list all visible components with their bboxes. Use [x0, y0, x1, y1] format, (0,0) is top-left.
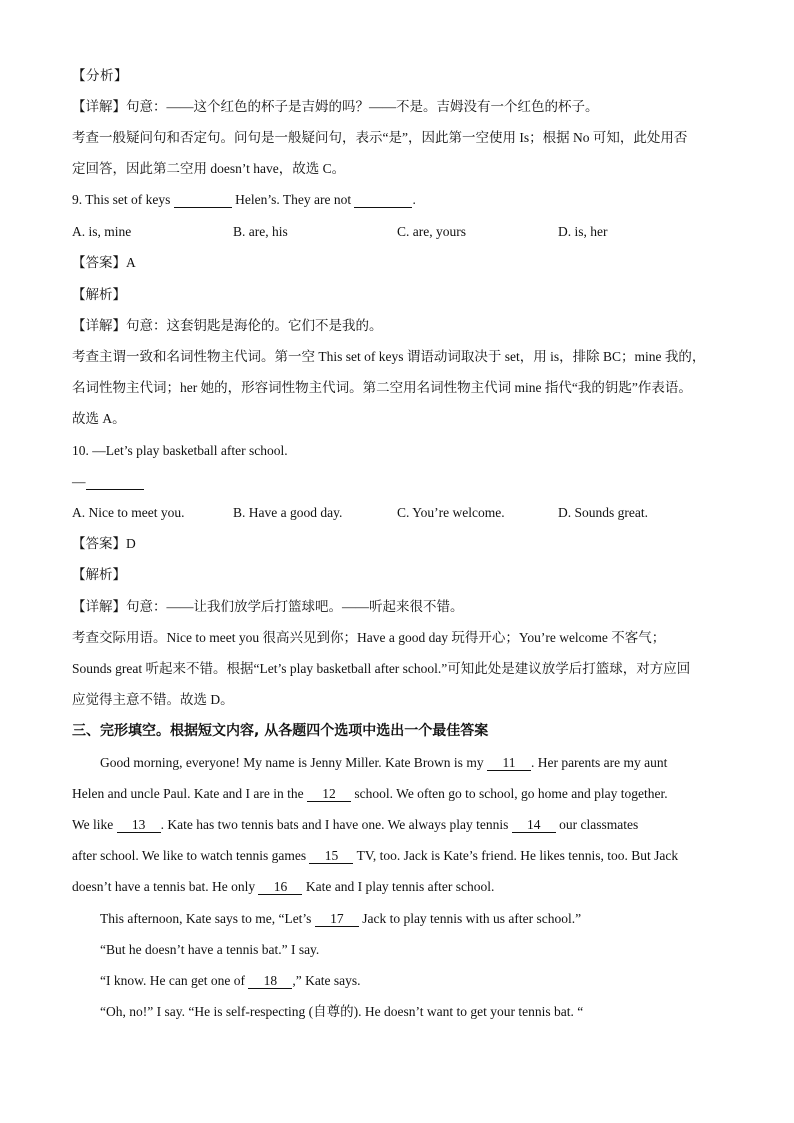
- blank-14: 14: [512, 817, 556, 833]
- blank-12: 12: [307, 786, 351, 802]
- q10-answer: 【答案】D: [72, 536, 136, 551]
- q8-detail-meaning: 【详解】句意：——这个红色的杯子是吉姆的吗？——不是。吉姆没有一个红色的杯子。: [72, 99, 599, 114]
- q9-stem-part-2: Helen’s. They are not: [235, 192, 352, 207]
- blank-18: 18: [248, 973, 292, 989]
- q9-detail-line-1: 考查主谓一致和名词性物主代词。第一空 This set of keys 谓语动词取决于 set，用 is，排除 BC；mine 我的，: [72, 349, 706, 364]
- q9-option-c: C. are, yours: [397, 224, 466, 239]
- passage-text: This afternoon, Kate says to me, “Let’s: [100, 911, 312, 926]
- q10-blank: [86, 474, 144, 490]
- q10-option-d: D. Sounds great.: [558, 505, 648, 520]
- q10-option-a: A. Nice to meet you.: [72, 505, 185, 520]
- passage-text: our classmates: [559, 817, 639, 832]
- passage-text: ,” Kate says.: [292, 973, 361, 988]
- q9-stem-part-3: .: [412, 192, 416, 207]
- q10-detail-line-1: 考查交际用语。Nice to meet you 很高兴见到你；Have a good day 玩得开心；You’re welcome 不客气；: [72, 630, 666, 645]
- passage-text: TV, too. Jack is Kate’s friend. He likes tennis, too. But Jack: [356, 848, 679, 863]
- passage-text: . Kate has two tennis bats and I have one. We always play tennis: [160, 817, 509, 832]
- q9-option-a: A. is, mine: [72, 224, 132, 239]
- passage-text: Helen and uncle Paul. Kate and I are in the: [72, 786, 304, 801]
- passage-text: We like: [72, 817, 114, 832]
- passage-text: Kate and I play tennis after school.: [305, 879, 495, 894]
- blank-13: 13: [117, 817, 161, 833]
- section-heading: 三、完形填空。根据短文内容, 从各题四个选项中选出一个最佳答案: [72, 723, 489, 739]
- passage-text: . Her parents are my aunt: [530, 755, 668, 770]
- q10-reply-dash: —: [72, 474, 86, 489]
- q9-stem: [72, 190, 744, 210]
- q10-detail-line-3: 应觉得主意不错。故选 D。: [72, 692, 234, 707]
- passage-text: school. We often go to school, go home and play together.: [354, 786, 668, 801]
- q10-jiexi-tag: 【解析】: [72, 567, 126, 582]
- blank-17: 17: [315, 911, 359, 927]
- q10-option-b: B. Have a good day.: [233, 505, 343, 520]
- blank-11: 11: [487, 755, 531, 771]
- passage-line-8: [100, 971, 744, 991]
- passage-text: “I know. He can get one of: [100, 973, 245, 988]
- passage-line-4: [72, 846, 744, 866]
- passage-text: Jack to play tennis with us after school.”: [362, 911, 582, 926]
- analysis-tag: 【分析】: [72, 68, 128, 83]
- passage-line-1: [100, 753, 744, 773]
- passage-line-7: “But he doesn’t have a tennis bat.” I say.: [100, 942, 320, 957]
- passage-line-6: [100, 909, 744, 929]
- passage-text: after school. We like to watch tennis games: [72, 848, 307, 863]
- q9-detail-line-3: 故选 A。: [72, 411, 126, 426]
- q10-stem: 10. —Let’s play basketball after school.: [72, 443, 288, 458]
- q9-blank-2: [354, 192, 412, 208]
- passage-text: Good morning, everyone! My name is Jenny Miller. Kate Brown is my: [100, 755, 484, 770]
- passage-line-9: “Oh, no!” I say. “He is self-respecting (自尊的). He doesn’t want to get your tennis bat. “: [100, 1004, 584, 1019]
- passage-line-3: [72, 815, 744, 835]
- q10-option-c: C. You’re welcome.: [397, 505, 505, 520]
- q10-detail-meaning: 【详解】句意：——让我们放学后打篮球吧。——听起来很不错。: [72, 599, 464, 614]
- q10-detail-line-2: Sounds great 听起来不错。根据“Let’s play basketball after school.”可知此处是建议放学后打篮球，对方应回: [72, 661, 691, 676]
- passage-text: doesn’t have a tennis bat. He only: [72, 879, 256, 894]
- q9-jiexi-tag: 【解析】: [72, 287, 126, 302]
- q8-detail-line-2: 定回答，因此第二空用 doesn’t have，故选 C。: [72, 161, 346, 176]
- q9-stem-part-1: 9. This set of keys: [72, 192, 171, 207]
- blank-16: 16: [258, 879, 302, 895]
- q8-detail-line-1: 考查一般疑问句和否定句。问句是一般疑问句，表示“是”，因此第一空使用 Is；根据 No 可知，此处用否: [72, 130, 688, 145]
- q9-option-b: B. are, his: [233, 224, 288, 239]
- blank-15: 15: [309, 848, 353, 864]
- q9-option-d: D. is, her: [558, 224, 608, 239]
- q9-answer: 【答案】A: [72, 255, 136, 270]
- passage-line-5: [72, 877, 744, 897]
- q9-detail-meaning: 【详解】句意：这套钥匙是海伦的。它们不是我的。: [72, 318, 383, 333]
- passage-line-2: [72, 784, 744, 804]
- q9-options: [72, 222, 772, 242]
- q9-detail-line-2: 名词性物主代词；her 她的，形容词性物主代词。第二空用名词性物主代词 mine 指代“我的钥匙”作表语。: [72, 380, 692, 395]
- q10-options: [72, 503, 772, 523]
- q9-blank-1: [174, 192, 232, 208]
- q10-reply: [72, 472, 744, 492]
